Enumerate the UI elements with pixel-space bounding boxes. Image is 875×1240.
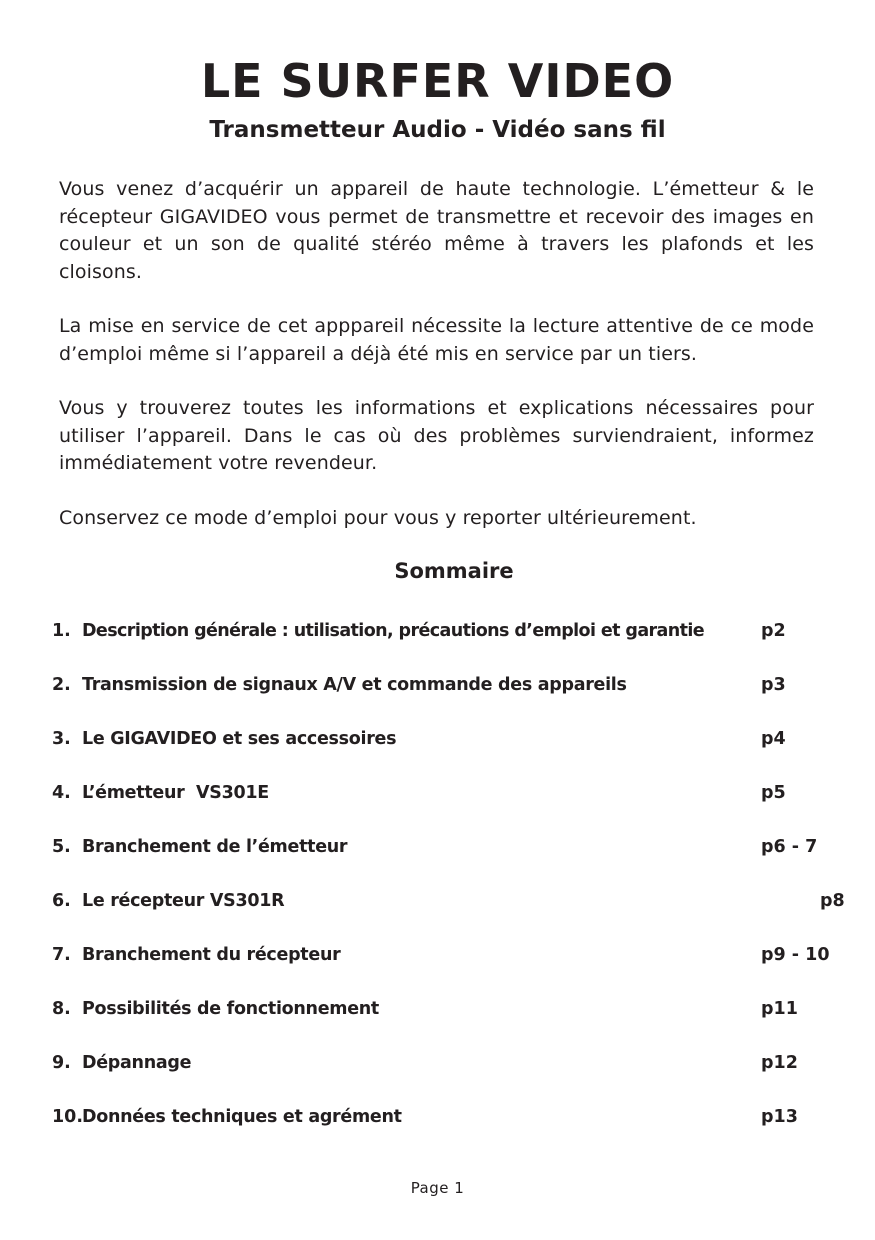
toc-entry-label: Transmission de signaux A/V et commande des appareils	[82, 675, 627, 695]
toc-entry-label: Le récepteur VS301R	[82, 891, 285, 911]
toc-entry-number: 8.	[52, 999, 71, 1019]
toc-entry-label: L’émetteur VS301E	[82, 783, 269, 803]
toc-entry-number: 2.	[52, 675, 71, 695]
toc-entry-page: p8	[820, 891, 845, 911]
toc-entry-page: p13	[761, 1107, 798, 1127]
toc-entry-page: p4	[761, 729, 786, 749]
toc-entry-page: p3	[761, 675, 786, 695]
intro-paragraph: Conservez ce mode d’emploi pour vous y reporter ultérieurement.	[59, 506, 697, 529]
toc-entry-number: 10.	[52, 1107, 84, 1127]
toc-entry-label: Possibilités de fonctionnement	[82, 999, 380, 1019]
toc-entry-page: p6 - 7	[761, 837, 818, 857]
page-number: Page 1	[410, 1179, 465, 1197]
document-title: LE SURFER VIDEO	[200, 54, 675, 108]
toc-entry-label: Description générale : utilisation, précautions d’emploi et garantie	[82, 621, 705, 641]
toc-entry-number: 6.	[52, 891, 71, 911]
toc-entry-page: p12	[761, 1053, 798, 1073]
toc-entry-number: 5.	[52, 837, 71, 857]
toc-entry-page: p9 - 10	[761, 945, 830, 965]
toc-entry-page: p5	[761, 783, 786, 803]
intro-paragraph: Vous venez d’acquérir un appareil de haute technologie. L’émetteur & le récepteur GIGAVIDEO vous permet de transmettre et recevoir des images en couleur et un son de qualité stéréo même à travers les plafonds et les cloisons.	[59, 178, 814, 283]
toc-entry-page: p2	[761, 621, 786, 641]
toc-entry-number: 4.	[52, 783, 71, 803]
toc-entry-label: Branchement de l’émetteur	[82, 837, 348, 857]
intro-paragraph: Vous y trouverez toutes les informations et explications nécessaires pour utiliser l’appareil. Dans le cas où des problèmes surviendraient, informez immédiatement votre revendeur.	[59, 397, 814, 474]
intro-section	[59, 176, 814, 559]
toc-entry-label: Branchement du récepteur	[82, 945, 341, 965]
document-subtitle: Transmetteur Audio - Vidéo sans fil	[209, 117, 666, 143]
sommaire-heading: Sommaire	[394, 559, 514, 583]
toc-entry-number: 9.	[52, 1053, 71, 1073]
toc-entry-number: 3.	[52, 729, 71, 749]
toc-entry-number: 1.	[52, 621, 71, 641]
toc-entry-number: 7.	[52, 945, 71, 965]
intro-paragraph: La mise en service de cet apppareil nécessite la lecture attentive de ce mode d’emploi même si l’appareil a déjà été mis en service par un tiers.	[59, 315, 814, 365]
toc-entry-label: Le GIGAVIDEO et ses accessoires	[82, 729, 397, 749]
toc-entry-label: Données techniques et agrément	[82, 1107, 402, 1127]
toc-entry-page: p11	[761, 999, 798, 1019]
toc-entry-label: Dépannage	[82, 1053, 192, 1073]
